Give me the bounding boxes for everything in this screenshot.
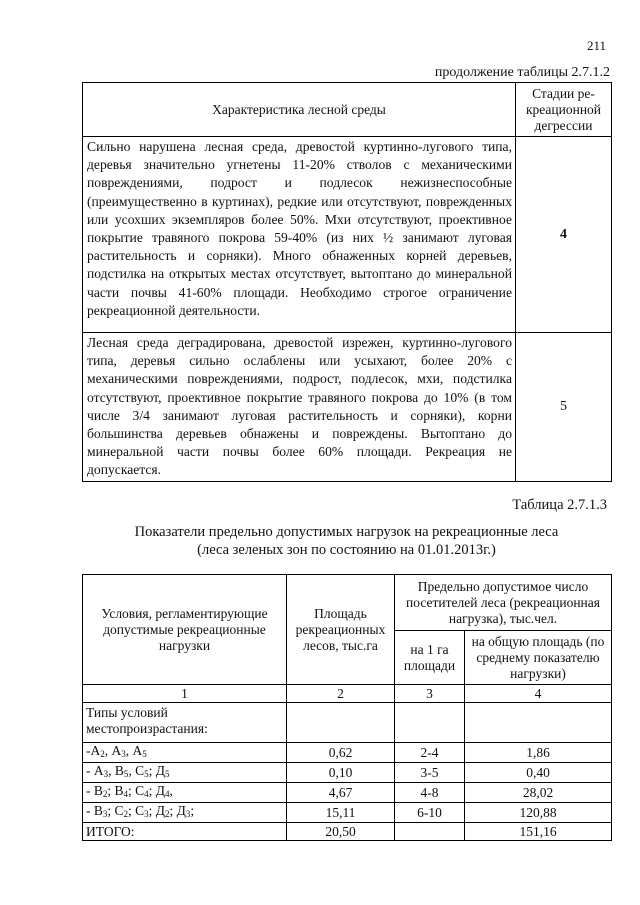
row-per-ha: 4-8	[395, 783, 465, 803]
recreational-load-table	[82, 574, 612, 841]
row-total: 120,88	[465, 803, 612, 823]
row-stage: 4	[516, 137, 612, 333]
group-label: Типы условий местопроизрастания:	[83, 703, 287, 743]
group-row	[83, 703, 612, 743]
row-area: 4,67	[287, 783, 395, 803]
row-description: Лесная среда деградирована, древостой изрежен, куртинно-лугового типа, деревья сильно ослаблены или усыхают, более 20% с механическими повреждениями, подрост, подлесок, мхи, подстилка отсутствуют, проективное покрытие травяного покрова до 10% (в том числе 3/4 занимают луговая растительность и сорняки), корни большинства деревьев обнажены и повреждены. Вытоптано до минеральной части почвы более 60% площади. Рекреация не допускается.	[83, 333, 516, 482]
column-number: 3	[395, 685, 465, 703]
table-number: Таблица 2.7.1.3	[512, 497, 607, 513]
total-area: 20,50	[287, 823, 395, 841]
header-conditions: Условия, регламентирующие допустимые рекреационные нагрузки	[83, 575, 287, 685]
row-condition: - $В_2$; $В_4$; $С_4$; $Д_4$,	[83, 783, 287, 803]
row-area: 0,10	[287, 763, 395, 783]
table-row	[83, 783, 612, 803]
header-per-ha: на 1 га площади	[395, 631, 465, 685]
row-total: 0,40	[465, 763, 612, 783]
header-area: Площадь рекреационных лесов, тыс.га	[287, 575, 395, 685]
row-total: 1,86	[465, 743, 612, 763]
header-max-visitors: Предельно допустимое число посетителей леса (рекреационная нагрузка), тыс.чел.	[395, 575, 612, 631]
row-per-ha: 2-4	[395, 743, 465, 763]
row-total: 28,02	[465, 783, 612, 803]
page-number: 211	[587, 38, 607, 53]
row-condition: - $В_3$; $С_2$; $С_3$; $Д_2$; $Д_3$;	[83, 803, 287, 823]
table-continuation-label: продолжение таблицы 2.7.1.2	[434, 65, 610, 80]
row-area: 15,11	[287, 803, 395, 823]
table-row	[83, 137, 612, 333]
table-subtitle: (леса зеленых зон по состоянию на 01.01.2013г.)	[197, 542, 496, 558]
table-row	[83, 803, 612, 823]
table-title: Показатели предельно допустимых нагрузок на рекреационные леса	[134, 524, 559, 540]
total-label: ИТОГО:	[83, 823, 287, 841]
table-row	[83, 333, 612, 482]
column-number-row	[83, 685, 612, 703]
total-sum: 151,16	[465, 823, 612, 841]
forest-environment-table	[82, 82, 612, 482]
header-total-area: на общую площадь (по среднему показателю нагрузки)	[465, 631, 612, 685]
row-description: Сильно нарушена лесная среда, древостой куртинно-лугового типа, деревья значительно угнетены 11-20% стволов с механическими повреждениями, подрост и подлесок нежизнеспособные (преимущественно в куртинах), редкие или отсутствуют, поврежденных или усохших экземпляров более 50%. Мхи отсутствуют, проективное покрытие травяного покрова 59-40% (из них ½ занимают луговая растительность и сорняки). Много обнаженных корней деревьев, подстилка на открытых местах отсутствует, вытоптано до минеральной части почвы 41-60% площади. Необходимо строгое ограничение рекреационной деятельности.	[83, 137, 516, 333]
column-number: 1	[83, 685, 287, 703]
header-stage: Стадии ре- креационной дегрессии	[516, 83, 612, 137]
table1-header-row	[83, 83, 612, 137]
row-area: 0,62	[287, 743, 395, 763]
table-row	[83, 743, 612, 763]
table2-header-row	[83, 575, 612, 631]
row-condition: - $А_3$, $В_5$, $С_5$; $Д_5$	[83, 763, 287, 783]
row-stage: 5	[516, 333, 612, 482]
row-per-ha: 6-10	[395, 803, 465, 823]
column-number: 2	[287, 685, 395, 703]
row-per-ha: 3-5	[395, 763, 465, 783]
table-row	[83, 763, 612, 783]
header-characteristic: Характеристика лесной среды	[83, 83, 516, 137]
column-number: 4	[465, 685, 612, 703]
total-row	[83, 823, 612, 841]
row-condition: $-А_2$, $А_3$, $А_5$	[83, 743, 287, 763]
